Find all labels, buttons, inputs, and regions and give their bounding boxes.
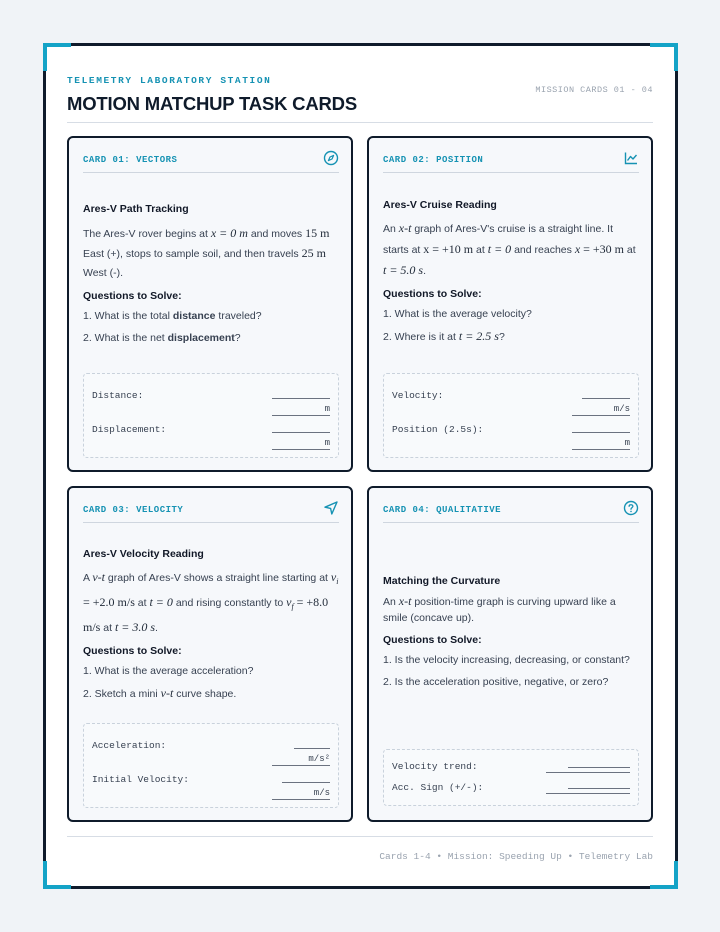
line-chart-icon — [623, 150, 639, 166]
answer-blank[interactable] — [272, 449, 330, 450]
task-card-03 — [67, 486, 353, 822]
answer-box — [383, 373, 639, 458]
card-label: CARD 04: QUALITATIVE — [383, 505, 502, 515]
card-body — [383, 575, 639, 690]
questions-heading: Questions to Solve: — [83, 290, 182, 302]
card-subtitle: Matching the Curvature — [383, 575, 501, 587]
corner-bracket — [650, 43, 678, 71]
answer-blank[interactable] — [282, 782, 330, 783]
questions-heading: Questions to Solve: — [383, 288, 482, 300]
question-2: 2. Where is it at t = 2.5 s? — [383, 329, 505, 343]
answer-blank[interactable] — [272, 432, 330, 433]
answer-unit: m — [324, 438, 330, 448]
task-card-04 — [367, 486, 653, 822]
answer-unit: m/s — [313, 788, 330, 798]
answer-label: Velocity trend: — [392, 761, 478, 772]
answer-label: Position (2.5s): — [392, 424, 484, 435]
question-1: 1. What is the average acceleration? — [83, 665, 254, 678]
questions-heading: Questions to Solve: — [83, 645, 182, 658]
card-description: An x-t graph of Ares-V's cruise is a straight line. It starts at x = +10 m at t = 0 and reaches x = +30 m at t = 5.0 s. — [383, 221, 636, 277]
answer-row — [384, 414, 638, 448]
card-label: CARD 01: VECTORS — [83, 155, 178, 165]
answer-label: Displacement: — [92, 424, 167, 435]
question-2: 2. Is the acceleration positive, negative, or zero? — [383, 676, 609, 688]
question-1: 1. Is the velocity increasing, decreasing, or constant? — [383, 654, 630, 666]
footer-text: Cards 1-4 • Mission: Speeding Up • Telemetry Lab — [379, 851, 653, 862]
answer-row — [84, 764, 338, 798]
card-description: The Ares-V rover begins at x = 0 m and moves 15 m East (+), stops to sample soil, and then travels 25 m West (-). — [83, 226, 330, 279]
corner-bracket — [43, 861, 71, 889]
answer-blank[interactable] — [568, 767, 630, 768]
answer-row — [84, 730, 338, 764]
answer-row — [84, 380, 338, 414]
question-2: 2. Sketch a mini v-t curve shape. — [83, 686, 237, 701]
card-body — [83, 203, 339, 346]
card-body — [83, 548, 339, 702]
answer-label: Velocity: — [392, 390, 444, 401]
answer-box — [83, 373, 339, 458]
card-body — [383, 199, 639, 345]
questions-heading: Questions to Solve: — [383, 634, 482, 646]
answer-row — [384, 380, 638, 414]
answer-box — [83, 723, 339, 808]
corner-bracket — [43, 43, 71, 71]
answer-unit: m/s² — [308, 754, 330, 764]
answer-row — [384, 754, 638, 775]
card-label: CARD 02: POSITION — [383, 155, 484, 165]
answer-blank[interactable] — [272, 398, 330, 399]
card-header — [83, 499, 339, 523]
answer-label: Distance: — [92, 390, 144, 401]
answer-blank[interactable] — [294, 748, 330, 749]
answer-label: Acc. Sign (+/-): — [392, 782, 484, 793]
answer-blank[interactable] — [572, 432, 630, 433]
card-subtitle: Ares-V Cruise Reading — [383, 199, 497, 211]
answer-blank[interactable] — [572, 449, 630, 450]
card-header — [383, 149, 639, 173]
task-card-01 — [67, 136, 353, 472]
question-1: 1. What is the average velocity? — [383, 308, 532, 320]
answer-blank[interactable] — [546, 772, 630, 773]
navigation-arrow-icon — [323, 500, 339, 516]
answer-blank[interactable] — [546, 793, 630, 794]
lab-label: TELEMETRY LABORATORY STATION — [67, 75, 272, 86]
answer-blank[interactable] — [582, 398, 630, 399]
card-label: CARD 03: VELOCITY — [83, 505, 184, 515]
answer-label: Initial Velocity: — [92, 774, 189, 785]
card-subtitle: Ares-V Path Tracking — [83, 203, 189, 215]
page-header — [67, 73, 653, 123]
answer-row — [384, 775, 638, 796]
question-1: 1. What is the total distance traveled? — [83, 310, 262, 322]
answer-label: Acceleration: — [92, 740, 167, 751]
card-subtitle: Ares-V Velocity Reading — [83, 548, 204, 560]
question-2: 2. What is the net displacement? — [83, 332, 241, 344]
corner-bracket — [650, 861, 678, 889]
card-description: An x-t position-time graph is curving upward like a smile (concave up). — [383, 594, 616, 624]
answer-unit: m/s — [613, 404, 630, 414]
page-footer — [67, 836, 653, 862]
help-circle-icon — [623, 500, 639, 516]
answer-box — [383, 749, 639, 806]
answer-unit: m — [624, 438, 630, 448]
card-header — [383, 499, 639, 523]
answer-blank[interactable] — [568, 788, 630, 789]
card-header — [83, 149, 339, 173]
answer-unit: m — [324, 404, 330, 414]
page-title: MOTION MATCHUP TASK CARDS — [67, 93, 357, 114]
answer-row — [84, 414, 338, 448]
card-description: A v-t graph of Ares-V shows a straight line starting at $v_i = +2.0$ m/s at t = 0 and rising constantly to $v_f = +8.0$ m/s at t = 3.0 s. — [83, 570, 339, 635]
compass-icon — [323, 150, 339, 166]
task-card-02 — [367, 136, 653, 472]
answer-blank[interactable] — [272, 799, 330, 800]
mission-label: MISSION CARDS 01 - 04 — [535, 85, 653, 95]
